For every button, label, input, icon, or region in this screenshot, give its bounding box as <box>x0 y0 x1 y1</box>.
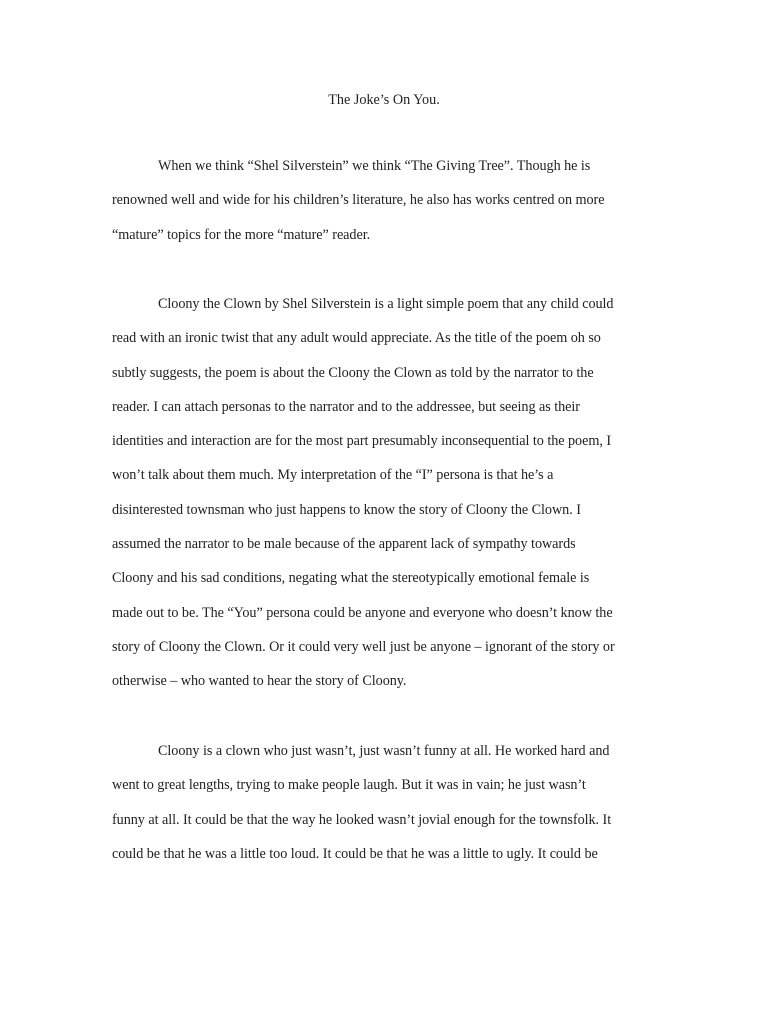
paragraph-line: When we think “Shel Silverstein” we think “The Giving Tree”. Though he is <box>158 158 591 174</box>
paragraph-line: read with an ironic twist that any adult would appreciate. As the title of the poem oh so <box>112 330 601 347</box>
document-title: The Joke’s On You. <box>328 92 440 108</box>
paragraph-line: went to great lengths, trying to make people laugh. But it was in vain; he just wasn’t <box>112 777 586 794</box>
paragraph-line: assumed the narrator to be male because of the apparent lack of sympathy towards <box>112 536 576 553</box>
paragraph-line: story of Cloony the Clown. Or it could very well just be anyone – ignorant of the story or <box>112 638 615 655</box>
paragraph-line: could be that he was a little too loud. It could be that he was a little to ugly. It could be <box>112 845 598 862</box>
paragraph-analysis <box>112 294 672 706</box>
paragraph-line: renowned well and wide for his children’s literature, he also has works centred on more <box>112 192 605 209</box>
paragraph-line: Cloony and his sad conditions, negating what the stereotypically emotional female is <box>112 570 590 587</box>
paragraph-line: Cloony is a clown who just wasn’t, just wasn’t funny at all. He worked hard and <box>158 743 610 759</box>
paragraph-line: funny at all. It could be that the way he looked wasn’t jovial enough for the townsfolk. It <box>112 811 612 828</box>
paragraph-line: made out to be. The “You” persona could be anyone and everyone who doesn’t know the <box>112 604 613 621</box>
paragraph-cloony <box>112 741 672 878</box>
paragraph-line: Cloony the Clown by Shel Silverstein is a light simple poem that any child could <box>158 296 614 312</box>
paragraph-line: reader. I can attach personas to the narrator and to the addressee, but seeing as their <box>112 398 580 415</box>
paragraph-line: otherwise – who wanted to hear the story of Cloony. <box>112 673 407 690</box>
paragraph-line: disinterested townsman who just happens to know the story of Cloony the Clown. I <box>112 501 581 518</box>
paragraph-intro <box>112 156 672 259</box>
paragraph-line: subtly suggests, the poem is about the Cloony the Clown as told by the narrator to the <box>112 364 594 381</box>
paragraph-line: identities and interaction are for the most part presumably inconsequential to the poem, I <box>112 433 612 450</box>
paragraph-line: won’t talk about them much. My interpretation of the “I” persona is that he’s a <box>112 467 554 484</box>
paragraph-line: “mature” topics for the more “mature” reader. <box>112 226 371 243</box>
